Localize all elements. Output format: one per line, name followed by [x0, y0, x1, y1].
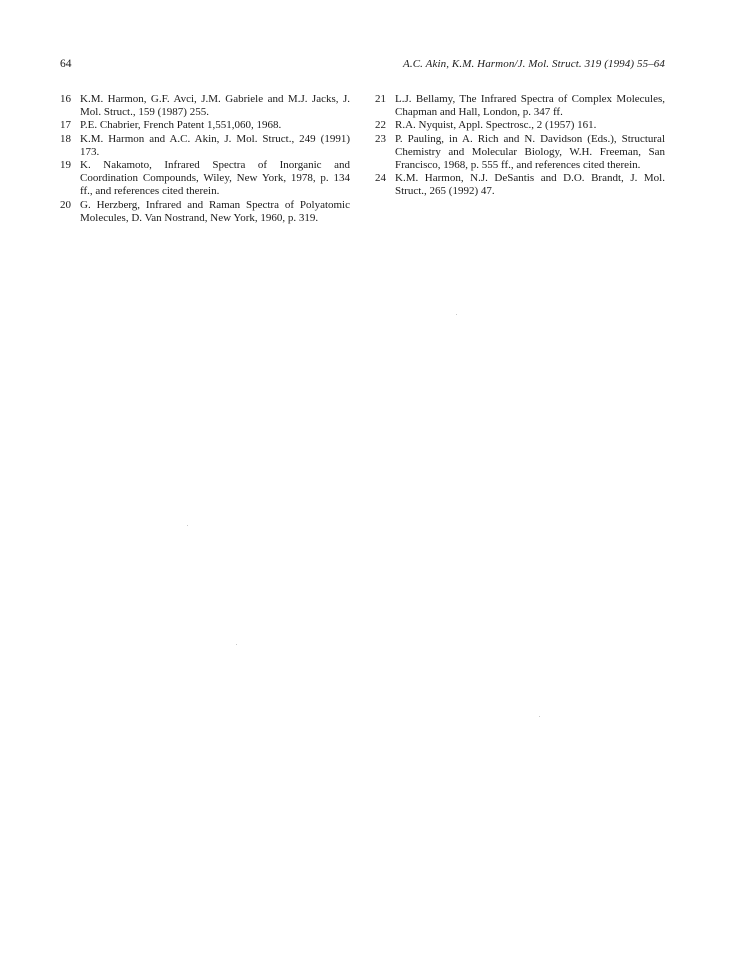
reference-item — [60, 159, 350, 199]
reference-text: K.M. Harmon and A.C. Akin, J. Mol. Struct., 249 (1991) 173. — [80, 132, 350, 158]
scan-speck — [456, 314, 457, 315]
reference-number: 18 — [60, 132, 71, 145]
reference-text: K.M. Harmon, N.J. DeSantis and D.O. Brandt, J. Mol. Struct., 265 (1992) 47. — [395, 172, 665, 198]
reference-item — [375, 172, 665, 198]
reference-number: 19 — [60, 159, 71, 172]
reference-number: 23 — [375, 132, 386, 145]
running-head: A.C. Akin, K.M. Harmon/J. Mol. Struct. 319 (1994) 55–64 — [403, 58, 665, 70]
reference-item — [60, 133, 350, 159]
scan-speck — [236, 644, 237, 645]
reference-item — [375, 93, 665, 119]
reference-number: 24 — [375, 172, 386, 185]
reference-number: 20 — [60, 198, 71, 211]
reference-text: K. Nakamoto, Infrared Spectra of Inorganic and Coordination Compounds, Wiley, New York, 1978, p. 134 ff., and references cited therein. — [80, 159, 350, 198]
reference-item — [60, 119, 350, 132]
reference-number: 17 — [60, 119, 71, 132]
reference-list-right-column — [375, 93, 665, 199]
reference-text: G. Herzberg, Infrared and Raman Spectra of Polyatomic Molecules, D. Van Nostrand, New York, 1960, p. 319. — [80, 198, 350, 224]
reference-list-left-column — [60, 93, 350, 225]
reference-text: P.E. Chabrier, French Patent 1,551,060, 1968. — [80, 119, 282, 132]
reference-item — [375, 133, 665, 173]
scan-speck — [187, 525, 188, 526]
reference-text: L.J. Bellamy, The Infrared Spectra of Complex Molecules, Chapman and Hall, London, p. 347 ff. — [395, 93, 665, 119]
reference-number: 16 — [60, 93, 71, 105]
scan-speck — [539, 716, 540, 717]
reference-number: 21 — [375, 93, 386, 105]
page-number: 64 — [60, 58, 72, 70]
reference-text: P. Pauling, in A. Rich and N. Davidson (Eds.), Structural Chemistry and Molecular Biology, W.H. Freeman, San Francisco, 1968, p. 555 ff., and references cited therein. — [395, 132, 665, 172]
reference-item — [60, 93, 350, 119]
reference-text: K.M. Harmon, G.F. Avci, J.M. Gabriele and M.J. Jacks, J. Mol. Struct., 159 (1987) 255. — [80, 93, 350, 119]
reference-number: 22 — [375, 119, 386, 132]
reference-item — [375, 119, 665, 132]
reference-item — [60, 199, 350, 225]
reference-text: R.A. Nyquist, Appl. Spectrosc., 2 (1957) 161. — [395, 119, 597, 132]
